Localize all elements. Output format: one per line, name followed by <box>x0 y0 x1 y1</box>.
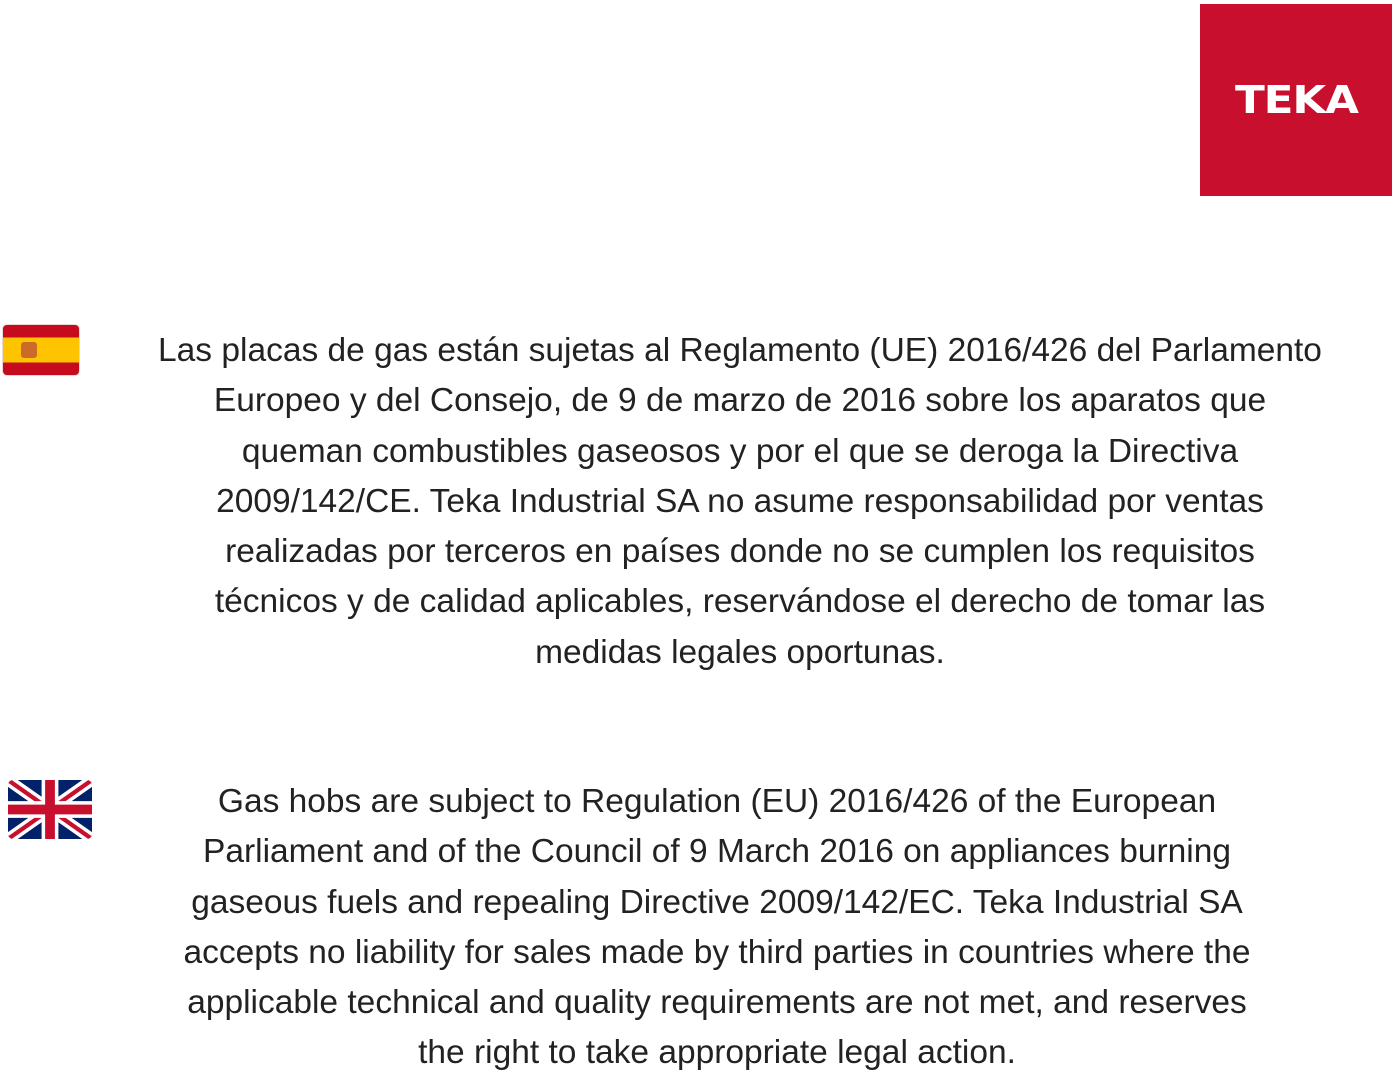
text-line: accepts no liability for sales made by third parties in countries where the <box>183 933 1251 971</box>
text-line: gaseous fuels and repealing Directive 2009/142/EC. Teka Industrial SA <box>191 883 1243 921</box>
text-line: the right to take appropriate legal action. <box>418 1034 1016 1072</box>
spain-flag-icon <box>3 325 79 375</box>
english-notice <box>67 777 1367 1079</box>
teka-logo <box>1200 4 1392 196</box>
text-line: Parliament and of the Council of 9 March 2016 on appliances burning <box>203 833 1231 871</box>
text-line: applicable technical and quality requirements are not met, and reserves <box>187 984 1247 1022</box>
coat-of-arms <box>21 342 37 358</box>
text-line: técnicos y de calidad aplicables, reservándose el derecho de tomar las <box>214 583 1266 621</box>
text-line: 2009/142/CE. Teka Industrial SA no asume responsabilidad por ventas <box>216 482 1264 520</box>
text-line: Gas hobs are subject to Regulation (EU) 2016/426 of the European <box>217 783 1217 820</box>
spanish-notice <box>90 326 1390 678</box>
text-line: Las placas de gas están sujetas al Reglamento (UE) 2016/426 del Parlamento <box>158 332 1322 369</box>
text-line: realizadas por terceros en países donde no se cumplen los requisitos <box>225 533 1255 571</box>
logo-text: TEKA <box>1234 78 1358 122</box>
text-line: queman combustibles gaseosos y por el que se deroga la Directiva <box>241 432 1239 470</box>
text-line: Europeo y del Consejo, de 9 de marzo de 2016 sobre los aparatos que <box>213 382 1267 420</box>
text-line: medidas legales oportunas. <box>535 633 945 671</box>
